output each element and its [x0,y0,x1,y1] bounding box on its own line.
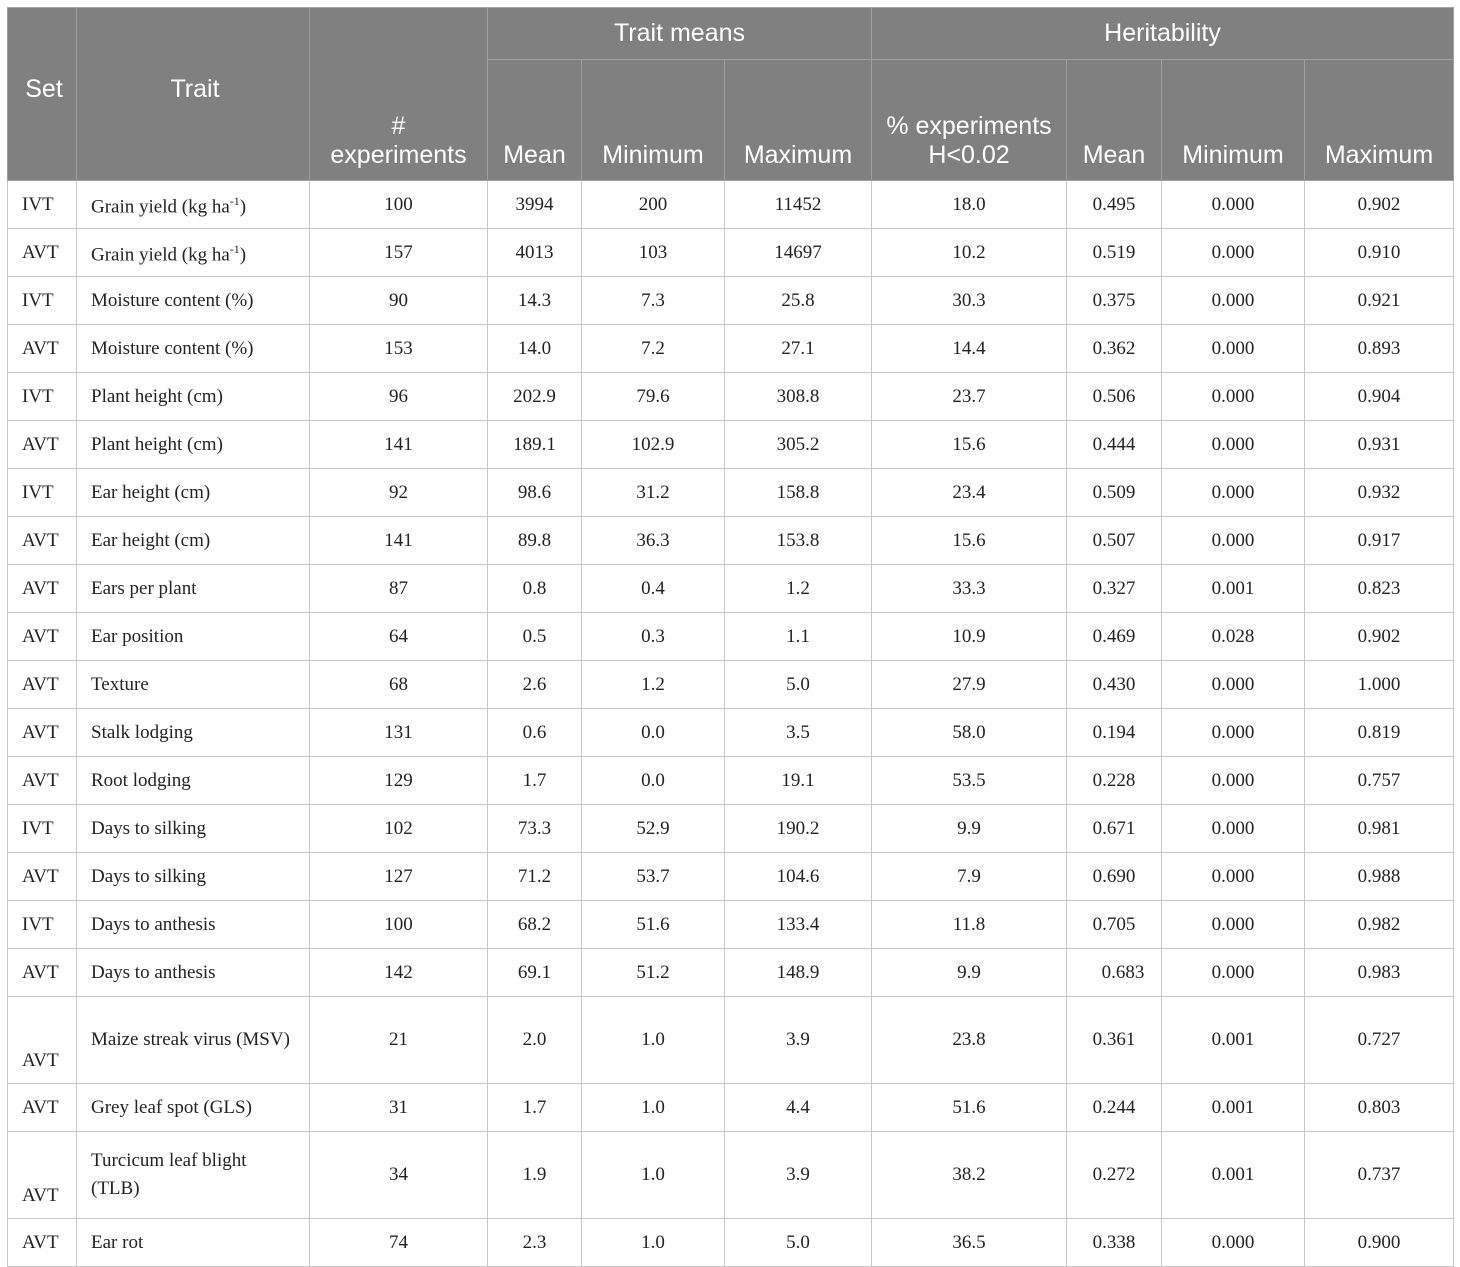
trait-unit-exponent: -1 [229,194,240,209]
cell-maximum: 3.9 [725,1132,872,1219]
cell-h-maximum: 0.893 [1305,325,1454,373]
cell-h-mean: 0.228 [1067,757,1162,805]
cell-mean: 189.1 [488,421,582,469]
cell-experiments: 92 [310,469,488,517]
col-header-pct-experiments-low-h: % experiments H<0.02 [872,60,1067,181]
cell-maximum: 305.2 [725,421,872,469]
cell-minimum: 7.2 [582,325,725,373]
cell-experiments: 129 [310,757,488,805]
cell-minimum: 1.0 [582,1219,725,1267]
cell-mean: 98.6 [488,469,582,517]
cell-set: AVT [8,421,77,469]
col-header-experiments [310,8,488,181]
cell-experiments: 141 [310,421,488,469]
cell-h-maximum: 0.917 [1305,517,1454,565]
cell-maximum: 1.1 [725,613,872,661]
cell-experiments: 31 [310,1084,488,1132]
cell-pct-low-h: 15.6 [872,517,1067,565]
cell-h-minimum: 0.000 [1162,469,1305,517]
cell-maximum: 148.9 [725,949,872,997]
cell-h-minimum: 0.001 [1162,1084,1305,1132]
table-row [8,229,1454,277]
cell-pct-low-h: 23.4 [872,469,1067,517]
cell-pct-low-h: 36.5 [872,1219,1067,1267]
table-row [8,1219,1454,1267]
cell-mean: 14.3 [488,277,582,325]
cell-trait: Maize streak virus (MSV) [77,997,310,1084]
cell-minimum: 7.3 [582,277,725,325]
cell-pct-low-h: 23.8 [872,997,1067,1084]
table-row [8,1132,1454,1219]
cell-experiments: 68 [310,661,488,709]
cell-pct-low-h: 27.9 [872,661,1067,709]
cell-maximum: 158.8 [725,469,872,517]
cell-experiments: 21 [310,997,488,1084]
cell-h-minimum: 0.001 [1162,565,1305,613]
cell-h-minimum: 0.000 [1162,853,1305,901]
cell-maximum: 133.4 [725,901,872,949]
cell-pct-low-h: 58.0 [872,709,1067,757]
cell-h-mean: 0.705 [1067,901,1162,949]
cell-h-mean: 0.469 [1067,613,1162,661]
cell-mean: 4013 [488,229,582,277]
cell-experiments: 100 [310,901,488,949]
cell-h-mean: 0.509 [1067,469,1162,517]
cell-maximum: 308.8 [725,373,872,421]
cell-mean: 14.0 [488,325,582,373]
cell-trait: Texture [77,661,310,709]
cell-maximum: 27.1 [725,325,872,373]
trait-text-end: ) [239,244,247,266]
cell-h-mean: 0.362 [1067,325,1162,373]
cell-h-minimum: 0.000 [1162,277,1305,325]
cell-set: IVT [8,901,77,949]
cell-maximum: 104.6 [725,853,872,901]
cell-h-mean: 0.338 [1067,1219,1162,1267]
cell-set: AVT [8,613,77,661]
cell-minimum: 79.6 [582,373,725,421]
cell-minimum: 102.9 [582,421,725,469]
cell-experiments: 64 [310,613,488,661]
cell-h-minimum: 0.028 [1162,613,1305,661]
cell-pct-low-h: 9.9 [872,949,1067,997]
cell-set: AVT [8,229,77,277]
cell-maximum: 190.2 [725,805,872,853]
cell-mean: 68.2 [488,901,582,949]
cell-pct-low-h: 7.9 [872,853,1067,901]
experiments-header-text: # experiments [330,112,467,169]
cell-set: AVT [8,517,77,565]
cell-minimum: 0.0 [582,709,725,757]
trait-text: Grain yield (kg ha [91,196,230,218]
cell-h-minimum: 0.000 [1162,229,1305,277]
cell-h-minimum: 0.000 [1162,421,1305,469]
cell-pct-low-h: 10.9 [872,613,1067,661]
cell-h-maximum: 0.932 [1305,469,1454,517]
cell-h-maximum: 1.000 [1305,661,1454,709]
cell-h-mean: 0.375 [1067,277,1162,325]
cell-trait: Turcicum leaf blight (TLB) [77,1132,310,1219]
cell-minimum: 0.3 [582,613,725,661]
cell-pct-low-h: 11.8 [872,901,1067,949]
col-header-h-minimum: Minimum [1162,60,1305,181]
cell-mean: 2.6 [488,661,582,709]
cell-mean: 1.9 [488,1132,582,1219]
cell-h-mean: 0.507 [1067,517,1162,565]
cell-trait: Grey leaf spot (GLS) [77,1084,310,1132]
cell-h-maximum: 0.727 [1305,997,1454,1084]
cell-trait [77,229,310,277]
cell-experiments: 74 [310,1219,488,1267]
cell-trait: Moisture content (%) [77,277,310,325]
cell-trait: Ears per plant [77,565,310,613]
cell-set: IVT [8,373,77,421]
cell-minimum: 31.2 [582,469,725,517]
group-header-trait-means: Trait means [488,8,872,60]
table-row [8,805,1454,853]
cell-trait: Moisture content (%) [77,325,310,373]
cell-h-mean: 0.327 [1067,565,1162,613]
cell-trait: Days to anthesis [77,901,310,949]
cell-h-maximum: 0.803 [1305,1084,1454,1132]
cell-trait: Days to silking [77,805,310,853]
cell-h-maximum: 0.819 [1305,709,1454,757]
cell-experiments: 142 [310,949,488,997]
table-row [8,469,1454,517]
cell-set: IVT [8,277,77,325]
cell-experiments: 90 [310,277,488,325]
cell-maximum: 14697 [725,229,872,277]
cell-trait: Ear position [77,613,310,661]
cell-mean: 202.9 [488,373,582,421]
cell-trait: Plant height (cm) [77,421,310,469]
cell-h-mean: 0.244 [1067,1084,1162,1132]
cell-trait: Root lodging [77,757,310,805]
cell-experiments: 153 [310,325,488,373]
cell-experiments: 157 [310,229,488,277]
cell-trait: Plant height (cm) [77,373,310,421]
cell-minimum: 0.0 [582,757,725,805]
cell-mean: 0.6 [488,709,582,757]
cell-h-maximum: 0.981 [1305,805,1454,853]
col-header-h-mean: Mean [1067,60,1162,181]
cell-h-minimum: 0.000 [1162,709,1305,757]
trait-heritability-table [7,7,1454,1267]
cell-set: AVT [8,709,77,757]
cell-trait: Ear rot [77,1219,310,1267]
cell-minimum: 51.2 [582,949,725,997]
cell-h-minimum: 0.000 [1162,949,1305,997]
cell-experiments: 87 [310,565,488,613]
cell-pct-low-h: 10.2 [872,229,1067,277]
cell-set: AVT [8,949,77,997]
cell-minimum: 200 [582,181,725,229]
cell-maximum: 25.8 [725,277,872,325]
cell-experiments: 141 [310,517,488,565]
table-row [8,901,1454,949]
cell-mean: 71.2 [488,853,582,901]
cell-h-minimum: 0.000 [1162,373,1305,421]
cell-trait: Ear height (cm) [77,469,310,517]
cell-h-maximum: 0.921 [1305,277,1454,325]
cell-pct-low-h: 53.5 [872,757,1067,805]
cell-set: IVT [8,181,77,229]
cell-mean: 2.0 [488,997,582,1084]
cell-set: AVT [8,997,77,1084]
cell-pct-low-h: 38.2 [872,1132,1067,1219]
col-header-h-maximum: Maximum [1305,60,1454,181]
cell-mean: 89.8 [488,517,582,565]
cell-set: AVT [8,1219,77,1267]
cell-minimum: 1.0 [582,1132,725,1219]
table-body [8,181,1454,1267]
table-row [8,949,1454,997]
cell-experiments: 127 [310,853,488,901]
cell-h-maximum: 0.931 [1305,421,1454,469]
cell-h-mean: 0.506 [1067,373,1162,421]
table-row [8,517,1454,565]
cell-h-mean: 0.272 [1067,1132,1162,1219]
cell-mean: 1.7 [488,1084,582,1132]
cell-set: AVT [8,325,77,373]
cell-maximum: 1.2 [725,565,872,613]
cell-h-minimum: 0.000 [1162,661,1305,709]
table-row [8,613,1454,661]
table-row [8,277,1454,325]
cell-set: AVT [8,565,77,613]
cell-minimum: 51.6 [582,901,725,949]
col-header-set: Set [8,8,77,181]
table-row [8,997,1454,1084]
cell-mean: 3994 [488,181,582,229]
cell-trait: Stalk lodging [77,709,310,757]
table-row [8,709,1454,757]
cell-experiments: 34 [310,1132,488,1219]
cell-set: IVT [8,805,77,853]
cell-set: IVT [8,469,77,517]
trait-text-end: ) [239,196,247,218]
col-header-trait: Trait [77,8,310,181]
cell-minimum: 36.3 [582,517,725,565]
cell-maximum: 11452 [725,181,872,229]
cell-maximum: 3.9 [725,997,872,1084]
header-row-top [8,8,1454,60]
cell-set: AVT [8,1084,77,1132]
cell-h-minimum: 0.001 [1162,1132,1305,1219]
cell-h-mean: 0.361 [1067,997,1162,1084]
cell-h-maximum: 0.988 [1305,853,1454,901]
cell-h-maximum: 0.823 [1305,565,1454,613]
cell-pct-low-h: 9.9 [872,805,1067,853]
cell-h-minimum: 0.000 [1162,325,1305,373]
cell-mean: 2.3 [488,1219,582,1267]
cell-trait: Days to silking [77,853,310,901]
cell-h-minimum: 0.000 [1162,805,1305,853]
cell-set: AVT [8,757,77,805]
cell-minimum: 0.4 [582,565,725,613]
cell-h-maximum: 0.757 [1305,757,1454,805]
trait-unit-exponent: -1 [229,242,240,257]
col-header-mean: Mean [488,60,582,181]
cell-maximum: 5.0 [725,661,872,709]
cell-h-maximum: 0.902 [1305,613,1454,661]
cell-mean: 1.7 [488,757,582,805]
table-row [8,661,1454,709]
cell-pct-low-h: 23.7 [872,373,1067,421]
cell-minimum: 1.0 [582,1084,725,1132]
cell-pct-low-h: 15.6 [872,421,1067,469]
cell-h-minimum: 0.000 [1162,181,1305,229]
cell-h-maximum: 0.910 [1305,229,1454,277]
cell-experiments: 96 [310,373,488,421]
cell-minimum: 1.0 [582,997,725,1084]
cell-minimum: 53.7 [582,853,725,901]
cell-minimum: 1.2 [582,661,725,709]
cell-pct-low-h: 18.0 [872,181,1067,229]
cell-experiments: 100 [310,181,488,229]
cell-experiments: 102 [310,805,488,853]
table-row [8,565,1454,613]
table-row [8,757,1454,805]
cell-trait: Days to anthesis [77,949,310,997]
cell-maximum: 5.0 [725,1219,872,1267]
col-header-maximum: Maximum [725,60,872,181]
table-row [8,853,1454,901]
cell-trait: Ear height (cm) [77,517,310,565]
cell-h-minimum: 0.001 [1162,997,1305,1084]
cell-mean: 0.5 [488,613,582,661]
cell-h-mean: 0.690 [1067,853,1162,901]
cell-h-maximum: 0.904 [1305,373,1454,421]
cell-h-maximum: 0.902 [1305,181,1454,229]
cell-h-minimum: 0.000 [1162,757,1305,805]
cell-h-maximum: 0.982 [1305,901,1454,949]
cell-h-mean: 0.430 [1067,661,1162,709]
cell-set: AVT [8,661,77,709]
table-row [8,421,1454,469]
cell-mean: 73.3 [488,805,582,853]
cell-minimum: 103 [582,229,725,277]
cell-pct-low-h: 33.3 [872,565,1067,613]
cell-h-mean: 0.671 [1067,805,1162,853]
cell-maximum: 153.8 [725,517,872,565]
table-row [8,325,1454,373]
cell-h-minimum: 0.000 [1162,1219,1305,1267]
cell-h-mean: 0.495 [1067,181,1162,229]
cell-h-mean: 0.683 [1067,949,1162,997]
group-header-heritability: Heritability [872,8,1454,60]
table-row [8,373,1454,421]
cell-experiments: 131 [310,709,488,757]
table-row [8,181,1454,229]
table-row [8,1084,1454,1132]
cell-h-maximum: 0.983 [1305,949,1454,997]
cell-h-mean: 0.519 [1067,229,1162,277]
trait-text: Grain yield (kg ha [91,244,230,266]
cell-h-minimum: 0.000 [1162,901,1305,949]
cell-set: AVT [8,853,77,901]
cell-maximum: 19.1 [725,757,872,805]
cell-set: AVT [8,1132,77,1219]
cell-minimum: 52.9 [582,805,725,853]
cell-pct-low-h: 51.6 [872,1084,1067,1132]
col-header-minimum: Minimum [582,60,725,181]
cell-mean: 0.8 [488,565,582,613]
cell-h-mean: 0.194 [1067,709,1162,757]
cell-maximum: 3.5 [725,709,872,757]
cell-h-maximum: 0.900 [1305,1219,1454,1267]
cell-mean: 69.1 [488,949,582,997]
cell-h-mean: 0.444 [1067,421,1162,469]
cell-trait [77,181,310,229]
cell-pct-low-h: 14.4 [872,325,1067,373]
cell-maximum: 4.4 [725,1084,872,1132]
cell-h-maximum: 0.737 [1305,1132,1454,1219]
cell-h-minimum: 0.000 [1162,517,1305,565]
cell-pct-low-h: 30.3 [872,277,1067,325]
